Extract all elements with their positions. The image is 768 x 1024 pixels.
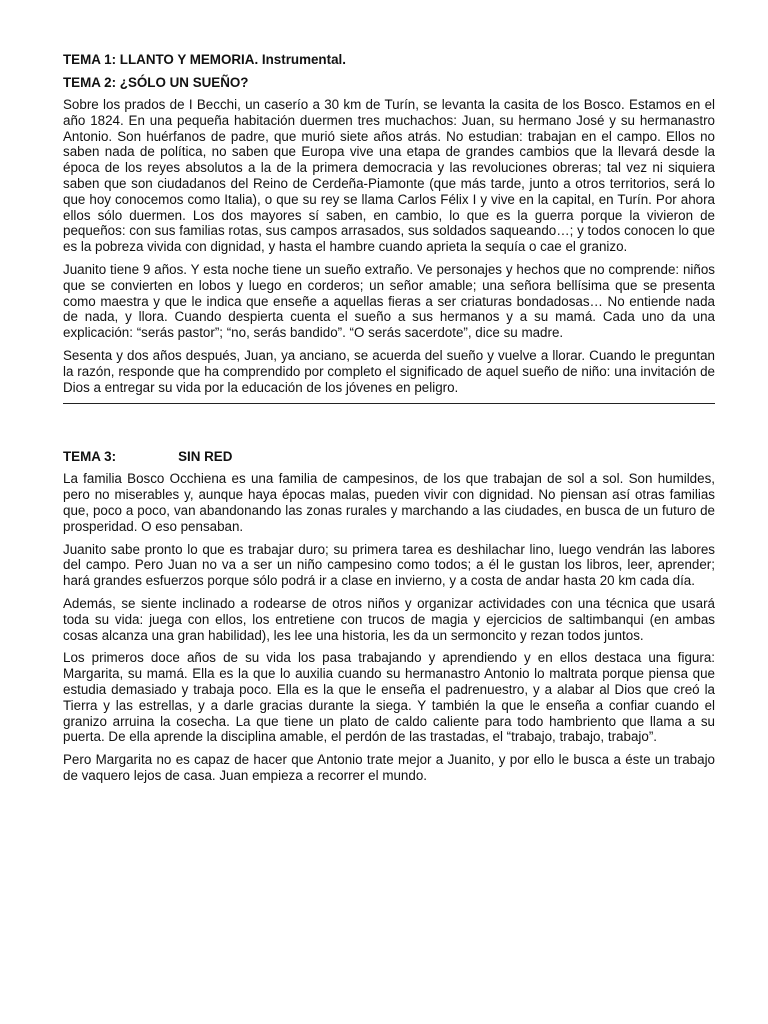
section-divider: [63, 403, 715, 404]
paragraph: Sesenta y dos años después, Juan, ya anciano, se acuerda del sueño y vuelve a llorar. Cuando le preguntan la razón, responde que ha comprendido por completo el significado de aquel sueño de niño: una invitación de Dios a entregar su vida por la educación de los jóvenes en peligro.: [63, 347, 715, 395]
paragraph: Juanito sabe pronto lo que es trabajar duro; su primera tarea es deshilachar lino, luego vendrán las labores del campo. Pero Juan no va a ser un niño campesino como todos; a él le gustan los libros, leer, aprender; hará grandes esfuerzos porque sólo podrá ir a clase en invierno, y a costa de andar hasta 20 km cada día.: [63, 541, 715, 589]
paragraph: Sobre los prados de I Becchi, un caserío a 30 km de Turín, se levanta la casita de los Bosco. Estamos en el año 1824. En una pequeña habitación duermen tres muchachos: Juan, su hermano José y su hermanastro Antonio. Son huérfanos de padre, que murió siete años atrás. No estudian: trabajan en el campo. Ellos no saben nada de política, no saben que Europa vive una etapa de grandes cambios que la llevará desde la época de los reyes absolutos a la de la primera democracia y las revoluciones obreras; tal vez ni siquiera saben que son ciudadanos del Reino de Cerdeña-Piamonte (que más tarde, junto a otros territorios, será lo que hoy conocemos como Italia), o que su rey se llama Carlos Félix I y vive en la capital, en Turín. Por ahora ellos sólo duermen. Los dos mayores sí saben, en cambio, lo que es la guerra porque la vivieron de pequeños: con sus familias rotas, sus campos arrasados, sus soldados saqueando…; y todos conocen lo que es la pobreza vivida con dignidad, y hasta el hambre cuando aprieta la sequía o cae el granizo.: [63, 97, 715, 255]
paragraph: La familia Bosco Occhiena es una familia de campesinos, de los que trabajan de sol a sol. Son humildes, pero no miserables y, aunque haya épocas malas, pueden vivir con dignidad. No piensan así otras familias que, poco a poco, van abandonando las zonas rurales y marchando a las ciudades, en busca de un futuro de prosperidad. O eso pensaban.: [63, 471, 715, 534]
tema-3-title: SIN RED: [178, 449, 233, 465]
section-1: [63, 51, 715, 404]
section-2: [63, 448, 715, 783]
tema-3-heading: [63, 448, 715, 465]
tema-3-label: TEMA 3:: [63, 449, 117, 465]
paragraph: Los primeros doce años de su vida los pasa trabajando y aprendiendo y en ellos destaca una figura: Margarita, su mamá. Ella es la que lo auxilia cuando su hermanastro Antonio lo maltrata porque piensa que estudia demasiado y trabaja poco. Ella es la que le enseña el padrenuestro, y a alabar al Dios que creó la Tierra y las estrellas, y a darle gracias durante la siega. Y también la que le enseña a confiar cuando el granizo arruina la cosecha. La que tiene un plato de caldo caliente para todo hambriento que llama a su puerta. De ella aprende la disciplina amable, el perdón de las trastadas, el “trabajo, trabajo, trabajo”.: [63, 650, 715, 745]
tema-1-heading: TEMA 1: LLANTO Y MEMORIA. Instrumental.: [63, 52, 346, 67]
paragraph: Juanito tiene 9 años. Y esta noche tiene un sueño extraño. Ve personajes y hechos que no comprende: niños que se convierten en lobos y luego en corderos; un señor amable; una señora bellísima que se presenta como maestra y que le indica que enseñe a aquellas fieras a ser criaturas bondadosas… No entiende nada de nada, y llora. Cuando despierta cuenta el sueño a sus hermanos y a su mamá. Cada uno da una explicación: “serás pastor”; “no, serás bandido”. “O serás sacerdote”, dice su madre.: [63, 261, 715, 341]
paragraph: Además, se siente inclinado a rodearse de otros niños y organizar actividades con una técnica que usará toda su vida: juega con ellos, los entretiene con trucos de magia y ejercicios de saltimbanqui (en ambas cosas alcanza una gran habilidad), les lee una historia, les da un sermoncito y rezan todos juntos.: [63, 595, 715, 643]
tema-2-heading: TEMA 2: ¿SÓLO UN SUEÑO?: [63, 75, 249, 90]
document-page: [63, 51, 715, 791]
paragraph: Pero Margarita no es capaz de hacer que Antonio trate mejor a Juanito, y por ello le busca a éste un trabajo de vaquero lejos de casa. Juan empieza a recorrer el mundo.: [63, 752, 715, 783]
